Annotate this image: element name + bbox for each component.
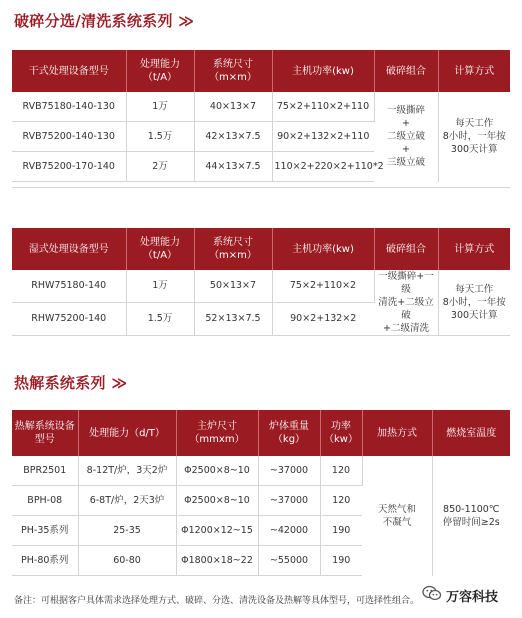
dry-equipment-table [12,50,510,182]
cell-furnace-size: Φ1800×18~22 [176,546,258,576]
wechat-icon [422,585,442,606]
combo-line: 三级立破 [386,157,425,169]
header-capacity: 处理能力（t/A） [126,50,194,92]
cell-temperature [432,456,510,576]
table-row [12,270,510,302]
cell-model: RHW75200-140 [12,302,126,335]
header-weight: 炉体重量（kg） [258,410,320,456]
table-row [12,456,510,486]
heating-line: 不凝气 [382,516,412,528]
combo-line: +二级清洗 [383,323,429,334]
cell-model: BPH-08 [12,486,78,516]
header-temperature: 燃烧室温度 [432,410,510,456]
table-row [12,92,510,122]
cell-power: 90×2+132×2+110 [272,122,374,152]
table-header-row [12,50,510,92]
header-calc: 计算方式 [438,228,510,270]
combo-line: + [402,118,410,130]
cell-power: 190 [320,546,362,576]
temp-line: 850-1100℃ [443,503,500,515]
header-model: 热解系统设备型号 [12,410,78,456]
cell-size: 44×13×7.5 [194,152,272,182]
cell-capacity: 60-80 [78,546,176,576]
calc-line: 300天计算 [450,144,498,156]
cell-power: 190 [320,516,362,546]
cell-calc [438,270,510,335]
combo-line: 二级立破 [386,131,425,143]
cell-power: 75×2+110×2 [272,270,374,302]
cell-weight: ~37000 [258,486,320,516]
header-power: 主机功率(kw) [272,50,374,92]
cell-model: RHW75180-140 [12,270,126,302]
cell-power: 110×2+220×2+110*2 [272,152,374,182]
section-title-crushing: 破碎分选/清洗系统系列 ≫ [14,12,195,30]
cell-model: PH-35系列 [12,516,78,546]
cell-furnace-size: Φ2500×8~10 [176,486,258,516]
combo-line: 一级撕碎+一级 [378,271,434,295]
cell-model: RVB75180-140-130 [12,92,126,122]
cell-capacity: 1.5万 [126,122,194,152]
header-power: 主机功率(kw) [272,228,374,270]
cell-size: 42×13×7.5 [194,122,272,152]
calc-line: 8小时，一年按 [442,297,506,308]
table-header-row [12,410,510,456]
header-heating: 加热方式 [362,410,432,456]
calc-line: 300天计算 [450,310,498,321]
cell-weight: ~37000 [258,456,320,486]
cell-model: RVB75200-140-130 [12,122,126,152]
combo-line: 清洗+二级立破 [378,297,434,321]
heating-line: 天然气和 [377,503,416,515]
cell-capacity: 1.5万 [126,302,194,335]
table-divider [12,187,510,188]
wet-equipment-table [12,228,510,336]
cell-weight: ~55000 [258,546,320,576]
cell-capacity: 6-8T/炉，2天3炉 [78,486,176,516]
cell-furnace-size: Φ2500×8~10 [176,456,258,486]
header-combo: 破碎组合 [374,50,438,92]
cell-model: RVB75200-170-140 [12,152,126,182]
cell-size: 50×13×7 [194,270,272,302]
header-model: 湿式处理设备型号 [12,228,126,270]
section-title-pyrolysis: 热解系统系列 ≫ [14,374,128,392]
header-calc: 计算方式 [438,50,510,92]
cell-size: 40×13×7 [194,92,272,122]
cell-capacity: 8-12T/炉，3天2炉 [78,456,176,486]
temp-line: 停留时间≥2s [442,516,500,528]
header-size: 系统尺寸（m×m） [194,228,272,270]
cell-capacity: 2万 [126,152,194,182]
header-capacity: 处理能力（t/A） [126,228,194,270]
cell-power: 120 [320,456,362,486]
header-size: 系统尺寸（m×m） [194,50,272,92]
header-capacity: 处理能力（d/T） [78,410,176,456]
cell-capacity: 25-35 [78,516,176,546]
table-header-row [12,228,510,270]
calc-line: 每天工作 [455,284,494,295]
cell-power: 120 [320,486,362,516]
header-power: 功率（kw） [320,410,362,456]
cell-calc [438,92,510,182]
combo-line: + [402,144,410,156]
cell-model: BPR2501 [12,456,78,486]
pyrolysis-table [12,410,510,576]
footnote: 备注：可根据客户具体需求选择处理方式、破碎、分选、清洗设备及热解等具体型号，可选择性组合。 [14,596,420,606]
header-combo: 破碎组合 [374,228,438,270]
cell-capacity: 1万 [126,270,194,302]
cell-heating [362,456,432,576]
logo-text: 万容科技 [446,590,499,605]
header-model: 干式处理设备型号 [12,50,126,92]
cell-furnace-size: Φ1200×12~15 [176,516,258,546]
cell-combo [374,270,438,335]
brand-logo [420,585,500,606]
table-divider [12,335,510,336]
cell-power: 90×2+132×2 [272,302,374,335]
cell-power: 75×2+110×2+110 [272,92,374,122]
calc-line: 每天工作 [455,118,494,130]
calc-line: 8小时，一年按 [442,131,506,143]
header-furnace-size: 主炉尺寸（mmxm） [176,410,258,456]
cell-model: PH-80系列 [12,546,78,576]
cell-capacity: 1万 [126,92,194,122]
cell-size: 52×13×7.5 [194,302,272,335]
combo-line: 一级撕碎 [386,105,425,117]
cell-weight: ~42000 [258,516,320,546]
